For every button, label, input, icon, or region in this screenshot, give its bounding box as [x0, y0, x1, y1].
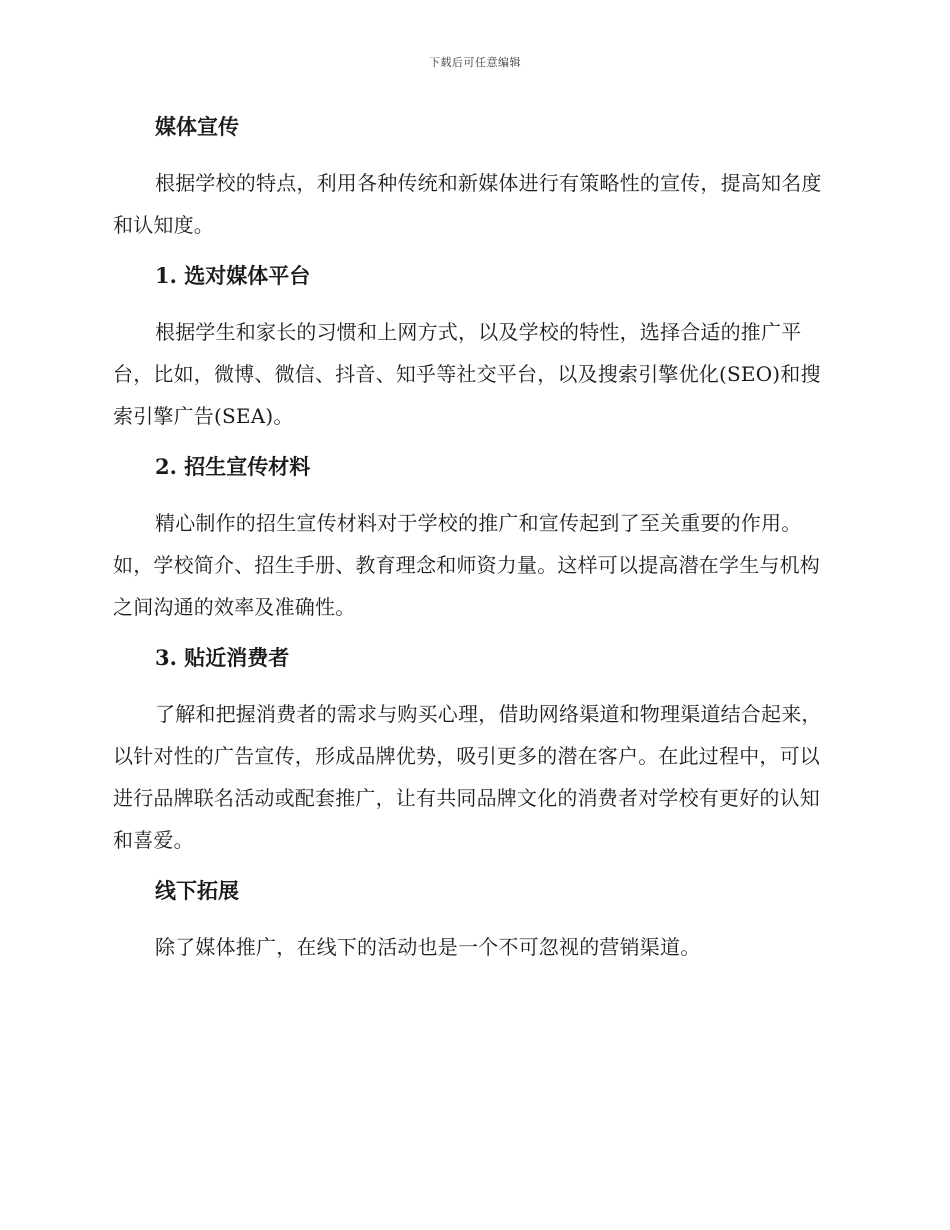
section-heading: 线下拓展 [155, 878, 239, 903]
page-header: 下载后可任意编辑 [429, 56, 521, 69]
section-paragraph: 精心制作的招生宣传材料对于学校的推广和宣传起到了至关重要的作用。如，学校简介、招生手册、教育理念和师资力量。这样可以提高潜在学生与机构之间沟通的效率及准确性。 [113, 511, 820, 619]
section-heading: 媒体宣传 [155, 114, 239, 139]
section-paragraph: 除了媒体推广，在线下的活动也是一个不可忽视的营销渠道。 [155, 935, 701, 959]
section-paragraph: 根据学校的特点，利用各种传统和新媒体进行有策略性的宣传，提高知名度和认知度。 [113, 171, 822, 237]
section-heading: 2. 招生宣传材料 [155, 454, 311, 479]
section-choose-media-platform [113, 259, 833, 437]
section-admission-materials [113, 450, 833, 628]
section-media-promotion [113, 110, 833, 246]
section-paragraph: 根据学生和家长的习惯和上网方式，以及学校的特性，选择合适的推广平台，比如，微博、微信、抖音、知乎等社交平台，以及搜索引擎优化(SEO)和搜索引擎广告(SEA)。 [113, 320, 821, 428]
section-offline-expansion [113, 874, 833, 968]
section-close-to-consumers [113, 641, 833, 861]
section-heading: 1. 选对媒体平台 [155, 263, 311, 288]
section-paragraph: 了解和把握消费者的需求与购买心理，借助网络渠道和物理渠道结合起来，以针对性的广告宣传，形成品牌优势，吸引更多的潜在客户。在此过程中，可以进行品牌联名活动或配套推广，让有共同品牌文化的消费者对学校有更好的认知和喜爱。 [113, 702, 822, 852]
section-heading: 3. 贴近消费者 [155, 645, 290, 670]
document-body [113, 110, 833, 981]
